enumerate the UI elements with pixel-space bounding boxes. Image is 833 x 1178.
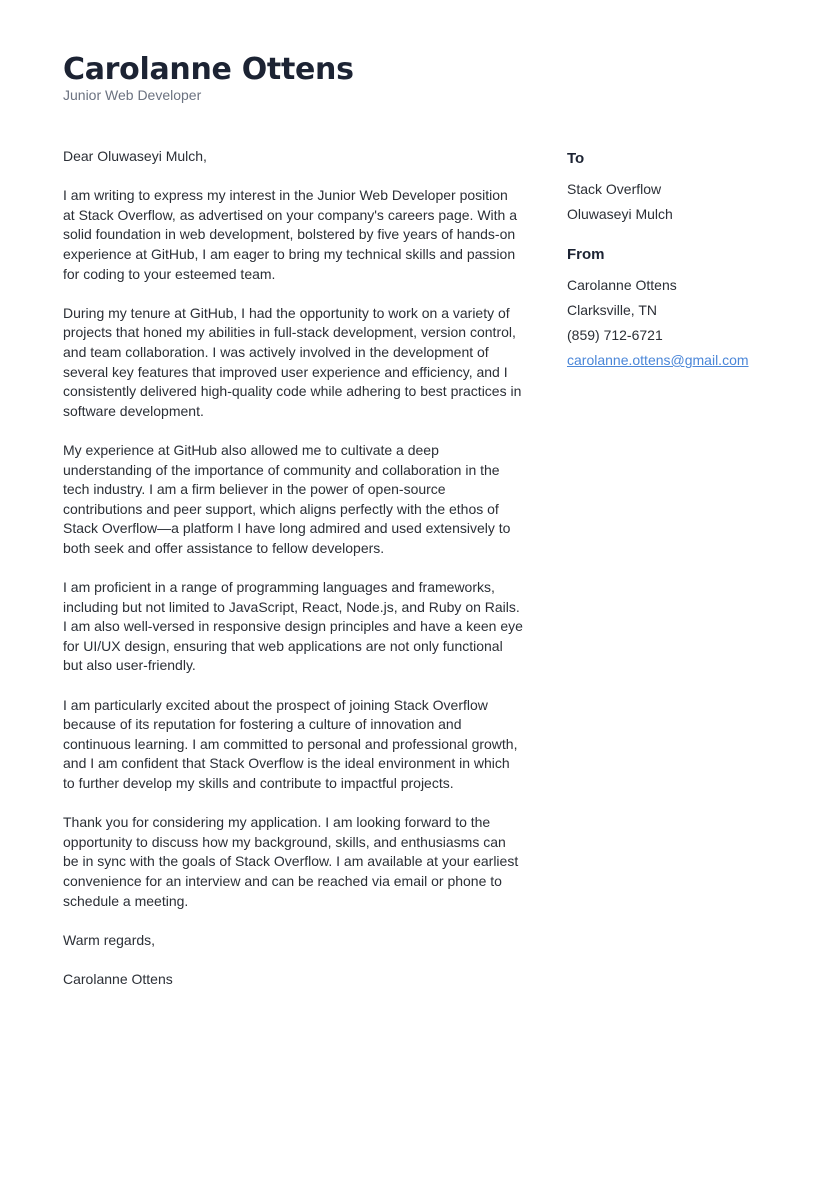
letter-body — [63, 147, 523, 1009]
letter-paragraph-6: Thank you for considering my application. I am looking forward to the opportunity to discuss how my background, skills, and enthusiasms can be in sync with the goals of Stack Overflow. I am available at your earliest convenience for an interview and can be reached via email or phone to schedule a meeting. — [63, 814, 519, 909]
to-section — [567, 149, 797, 227]
letter-paragraph-4: I am proficient in a range of programming languages and frameworks, including but not limited to JavaScript, React, Node.js, and Ruby on Rails. I am also well-versed in responsive design principles and have a keen eye for UI/UX design, ensuring that web applications are not only functional but also user-friendly. — [63, 579, 523, 674]
letter-paragraph-5: I am particularly excited about the prospect of joining Stack Overflow because of its reputation for fostering a culture of innovation and continuous learning. I am committed to personal and professional growth, and I am confident that Stack Overflow is the ideal environment in which to further develop my skills and contribute to impactful projects. — [63, 696, 518, 791]
sender-phone: (859) 712-6721 — [567, 327, 663, 343]
closing: Warm regards, — [63, 931, 156, 948]
applicant-name: Carolanne Ottens — [63, 52, 354, 87]
from-heading: From — [567, 246, 605, 263]
recipient-company: Stack Overflow — [567, 181, 662, 197]
contact-sidebar — [567, 147, 797, 391]
letter-paragraph-2: During my tenure at GitHub, I had the opportunity to work on a variety of projects that honed my abilities in full-stack development, version control, and team collaboration. I was actively involved in the development of several key features that improved user experience and efficiency, and I consistently delivered high-quality code while adhering to best practices in software development. — [63, 304, 522, 419]
sender-name: Carolanne Ottens — [567, 277, 677, 293]
recipient-name: Oluwaseyi Mulch — [567, 206, 673, 222]
letter-paragraph-3: My experience at GitHub also allowed me to cultivate a deep understanding of the importance of community and collaboration in the tech industry. I am a firm believer in the power of open-source contributions and peer support, which aligns perfectly with the ethos of Stack Overflow—a platform I have long admired and used extensively to both seek and offer assistance to fellow developers. — [63, 441, 511, 556]
to-heading: To — [567, 150, 585, 167]
signature: Carolanne Ottens — [63, 970, 173, 987]
applicant-job-title: Junior Web Developer — [63, 87, 202, 103]
from-section — [567, 245, 797, 373]
sender-email-link[interactable]: carolanne.ottens@gmail.com — [567, 352, 749, 368]
letter-header — [63, 52, 354, 104]
letter-paragraph-1: I am writing to express my interest in the Junior Web Developer position at Stack Overflow, as advertised on your company's careers page. With a solid foundation in web development, bolstered by five years of hands-on experience at GitHub, I am eager to bring my technical skills and passion for coding to your esteemed team. — [63, 187, 517, 282]
sender-location: Clarksville, TN — [567, 302, 657, 318]
salutation: Dear Oluwaseyi Mulch, — [63, 148, 207, 164]
